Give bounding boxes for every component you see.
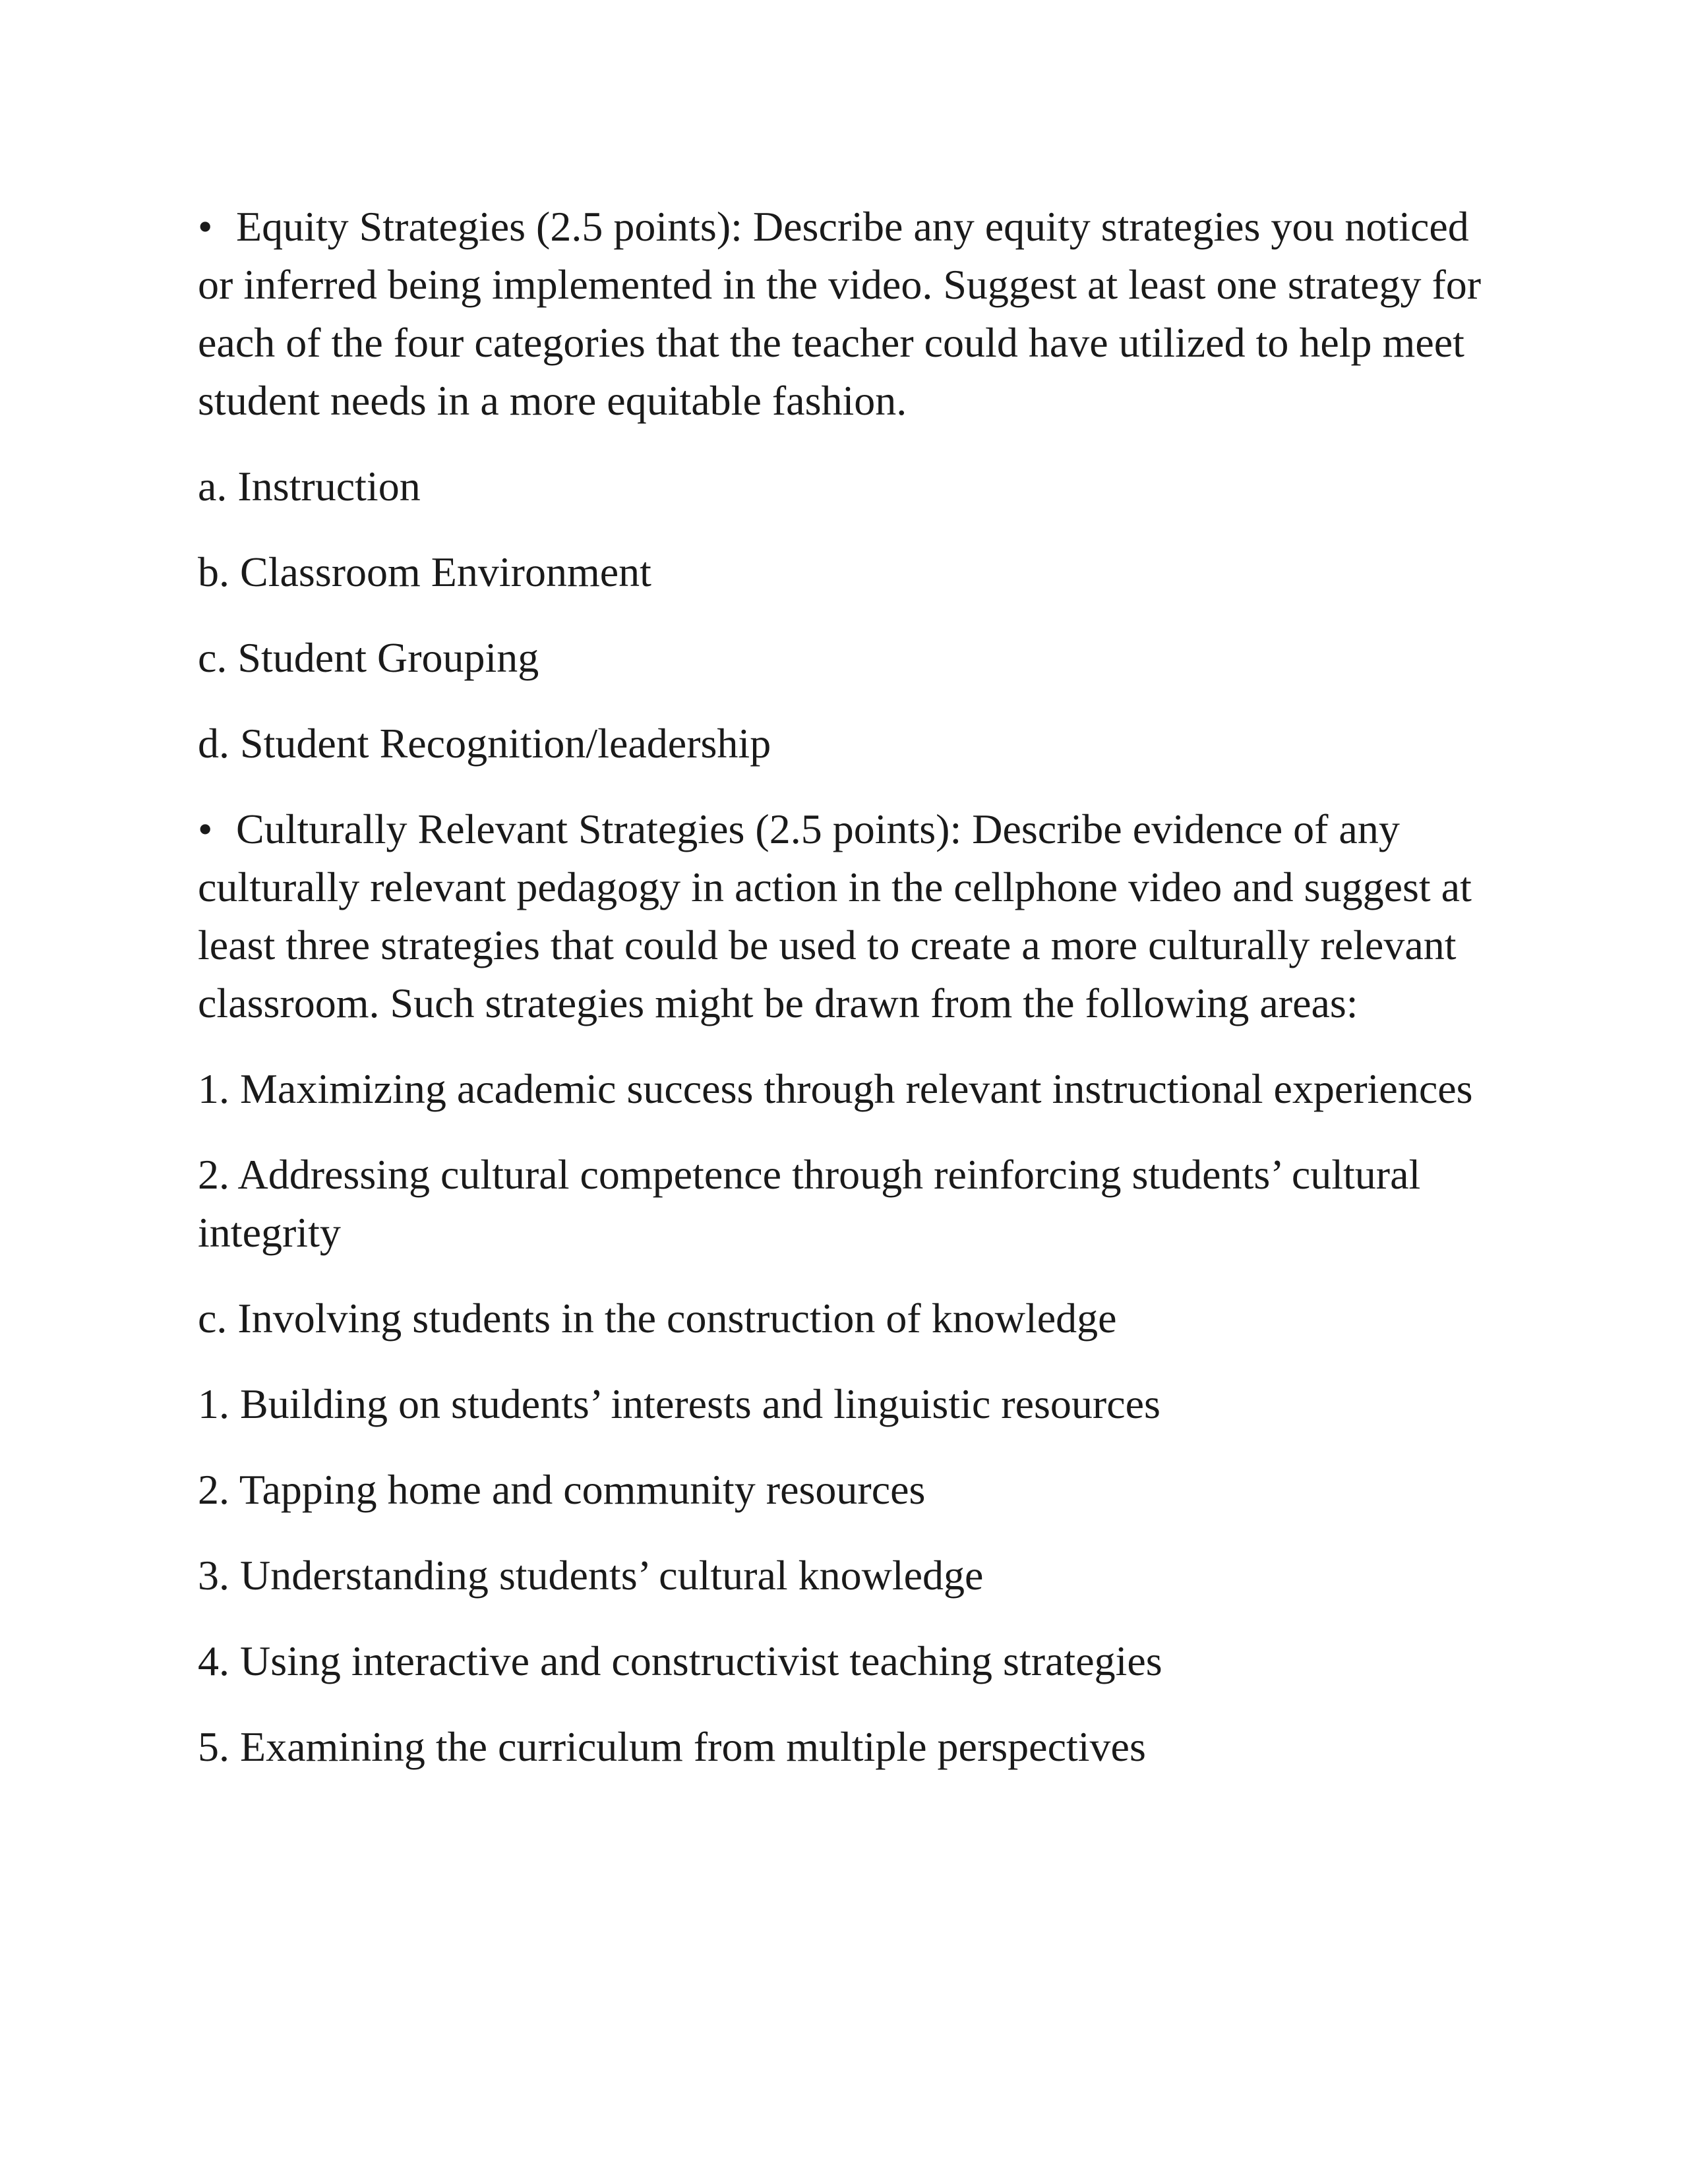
bullet-marker: • <box>198 203 213 250</box>
equity-strategies-paragraph <box>198 198 1503 430</box>
list-item-interactive-strategies: 4. Using interactive and constructivist teaching strategies <box>198 1638 1162 1684</box>
list-item-understanding-knowledge: 3. Understanding students’ cultural knowledge <box>198 1552 984 1599</box>
list-item-maximizing-academic-success: 1. Maximizing academic success through relevant instructional experiences <box>198 1065 1473 1112</box>
list-item-classroom-environment: b. Classroom Environment <box>198 548 651 595</box>
list-item-student-grouping: c. Student Grouping <box>198 634 539 681</box>
list-item-building-on-interests: 1. Building on students’ interests and linguistic resources <box>198 1380 1160 1427</box>
list-item-involving-students: c. Involving students in the construction of knowledge <box>198 1295 1117 1342</box>
list-item-tapping-resources: 2. Tapping home and community resources <box>198 1466 926 1513</box>
list-item-examining-curriculum: 5. Examining the curriculum from multiple perspectives <box>198 1723 1146 1770</box>
culturally-relevant-strategies-paragraph <box>198 800 1503 1032</box>
paragraph-text: Culturally Relevant Strategies (2.5 points): Describe evidence of any culturally relevant pedagogy in action in the cellphone video and suggest at least three strategies that could be used to create a more culturally relevant classroom. Such strategies might be drawn from the following areas: <box>198 806 1472 1026</box>
list-item-student-recognition: d. Student Recognition/leadership <box>198 720 771 767</box>
list-item-instruction: a. Instruction <box>198 463 421 510</box>
document-body <box>198 198 1503 1804</box>
bullet-marker: • <box>198 806 213 852</box>
list-item-addressing-cultural-competence: 2. Addressing cultural competence through reinforcing students’ cultural integrity <box>198 1151 1421 1256</box>
paragraph-text: Equity Strategies (2.5 points): Describe any equity strategies you noticed or inferred being implemented in the video. Suggest at least one strategy for each of the four categories that the teacher could have utilized to help meet student needs in a more equitable fashion. <box>198 203 1482 424</box>
